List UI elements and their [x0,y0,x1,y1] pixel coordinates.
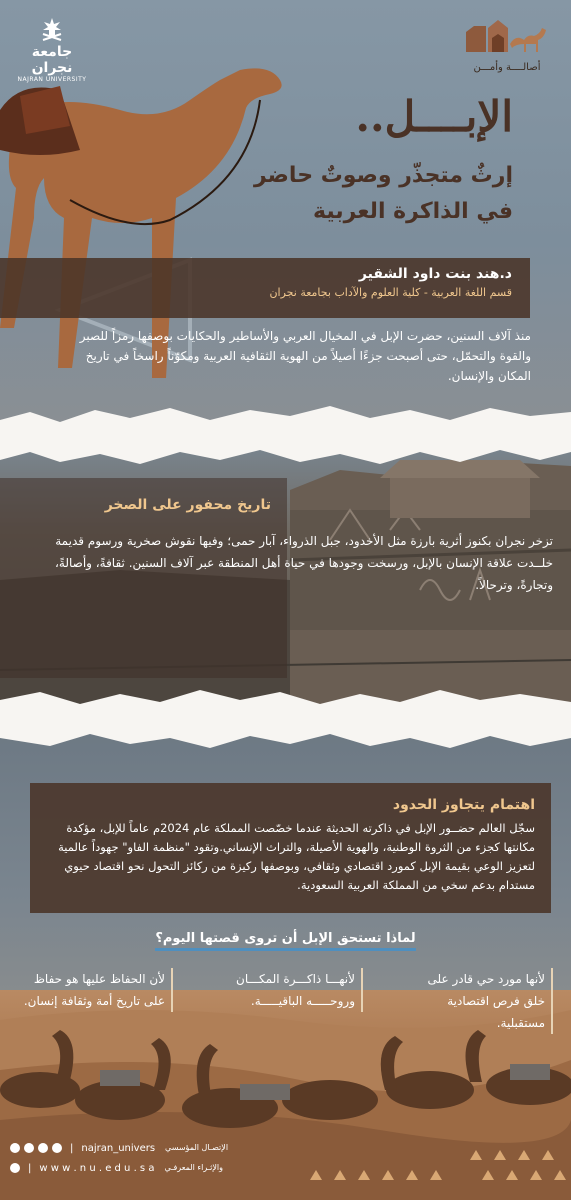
subtitle-line-1: إرثٌ متجذّر وصوتٌ حاضر [253,163,513,188]
globe-icon [10,1163,20,1173]
camels-architecture-emblem-icon [462,16,552,56]
separator: | [70,1142,74,1154]
footer-social-row [10,1138,280,1158]
interest-section-title: اهتمام يتجاوز الحدود [392,797,535,813]
x-icon[interactable] [10,1143,20,1153]
footer-label-1: الإتصـال المؤسسي [165,1143,229,1152]
reason-item: لأنهـــا ذاكـــرة المكـــان وروحـــــه الباقيـــــة. [213,968,363,1012]
footer-label-2: والإثـراء المعرفـي [164,1163,224,1172]
rock-section-paragraph: تزخر نجران بكنوز أثرية بارزة مثل الأخدود، جبل الذرواء، آبار حمى؛ وفيها نقوش صخرية ورسوم قديمة خلــدت علاقة الإنسان بالإبل، ورسخت وجودها في حياة أهل المنطقة عبر آلاف السنين. ثقافةً، وأصالةً، وتجارةً، وترحالاً. [55,534,553,592]
footer [10,1138,280,1178]
university-logo [14,14,90,83]
instagram-icon[interactable] [52,1143,62,1153]
university-name-arabic: جامعة نجران [31,44,73,76]
reason-item: لأنها مورد حي قادر على خلق فرص اقتصادية مستقبلية. [403,968,553,1034]
youtube-icon[interactable] [38,1143,48,1153]
subtitle-line-2: في الذاكرة العربية [313,199,513,224]
palm-swords-emblem-icon [37,14,67,44]
logo-tagline: أصالــــة وأمـــن [473,62,541,73]
torn-paper-divider [0,402,571,472]
snapchat-icon[interactable] [24,1143,34,1153]
authenticity-logo [457,16,557,73]
why-question [0,931,571,946]
interest-section-box [30,783,551,913]
author-box [0,258,530,318]
reason-item: لأن الحفاظ عليها هو حفاظ على تاريخ أمة وثقافة إنسان. [23,968,173,1012]
footer-website-row [10,1158,280,1178]
social-handle[interactable]: najran_univers [81,1142,156,1154]
why-question-text: لماذا تستحق الإبل أن تروى قصتها اليوم؟ [155,931,415,951]
rock-section-title: تاريخ محفور على الصخر [104,497,271,513]
interest-section-paragraph: سجّل العالم حضــور الإبل في ذاكرته الحديثة عندما خصّصت المملكة عام 2024م عاماً للإبل، مؤكدة مكانتها كجزء من الثروة الوطنية، والهوية الأصيلة، والتراث الإنساني.وتقود "منظمة الفاو" جهوداً عالمية لتعزيز الوعي بقيمة الإبل كمورد اقتصادي وثقافي، وبوصفها ركيزة من ركائز التحول نحو اقتصاد حيوي مستدام بدعم سخي من المملكة العربية السعودية. [58,821,535,892]
university-name-english: NAJRAN UNIVERSITY [17,76,87,83]
author-department: قسم اللغة العربية - كلية العلوم والآداب بجامعة نجران [269,286,512,299]
intro-paragraph: منذ آلاف السنين، حضرت الإبل في المخيال العربي والأساطير والحكايات بوصفها رمزاً للصبر والقوة والتحمّل، حتى أصبحت جزءًا أصيلاً من الهوية الثقافية العربية ومكوّناً راسخاً في تاريخ المكان والإنسان. [79,329,531,383]
website-link[interactable]: w w w . n u . e d u . s a [39,1162,155,1174]
separator: | [28,1162,32,1174]
torn-paper-divider [0,686,571,756]
main-title: الإبــــل.. [355,92,513,141]
author-name: د.هند بنت داود الشقير [358,266,512,282]
